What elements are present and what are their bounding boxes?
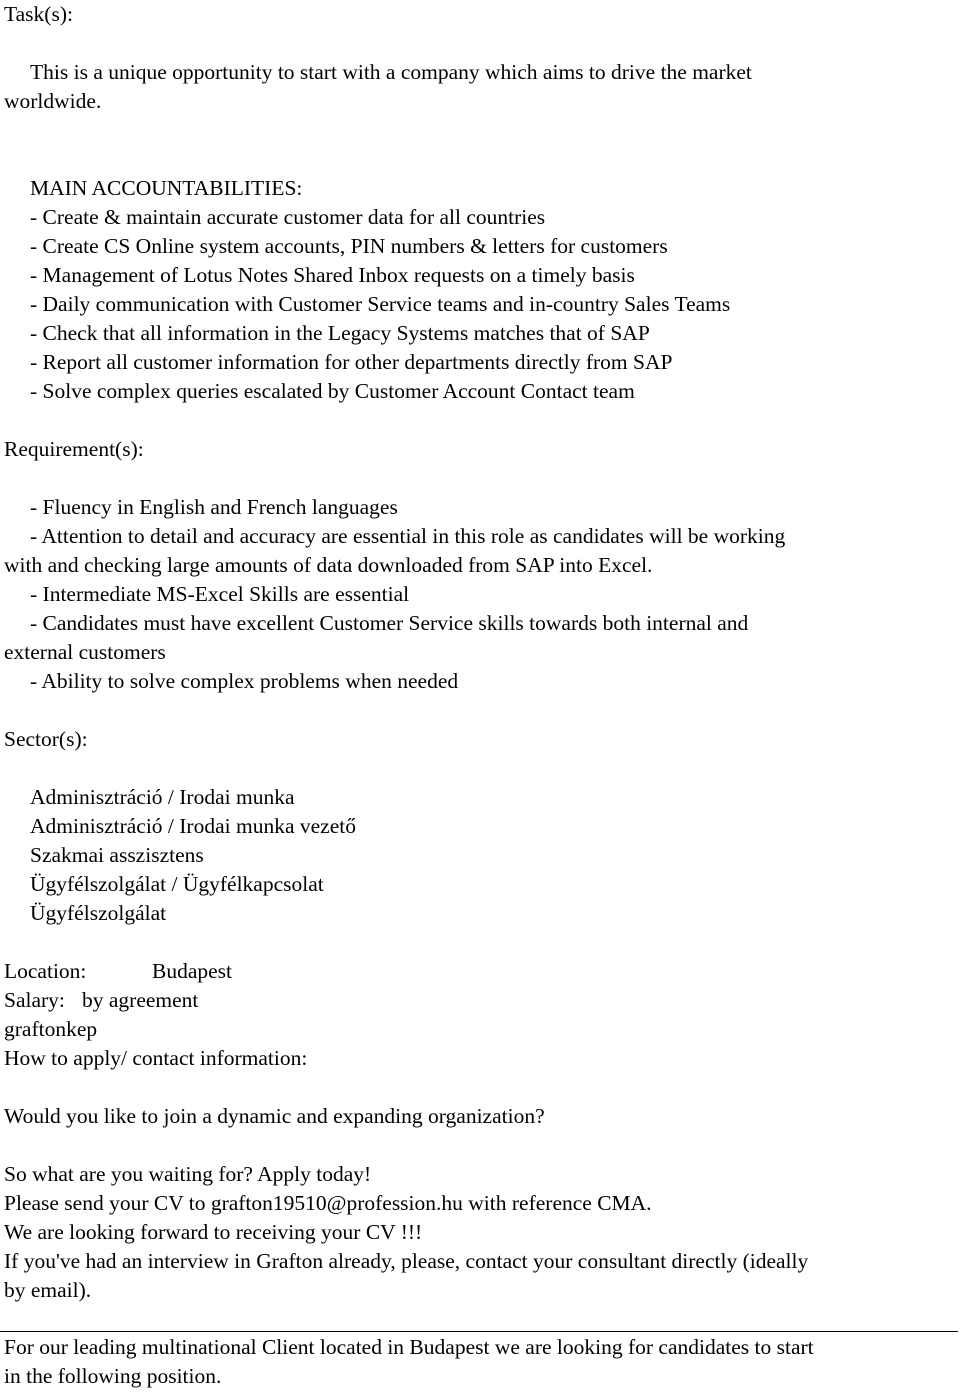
accountability-item: - Solve complex queries escalated by Customer Account Contact team: [30, 379, 635, 403]
spacer: [4, 1073, 954, 1102]
location-row: [4, 957, 954, 986]
footer-line: For our leading multinational Client located in Budapest we are looking for candidates to start: [4, 1335, 814, 1359]
requirement-line: - Fluency in English and French languages: [30, 495, 398, 519]
sector-item: Ügyfélszolgálat: [30, 901, 167, 925]
spacer: [4, 1131, 954, 1160]
requirements-heading: Requirement(s):: [4, 437, 144, 461]
sector-item: Ügyfélszolgálat / Ügyfélkapcsolat: [30, 872, 324, 896]
spacer: [4, 754, 954, 783]
task-heading: Task(s):: [4, 2, 73, 26]
spacer: [4, 406, 954, 435]
divider: [0, 1331, 958, 1332]
apply-interview-line: If you've had an interview in Grafton already, please, contact your consultant directly (ideally: [4, 1249, 809, 1273]
requirement-line: - Attention to detail and accuracy are essential in this role as candidates will be working: [30, 524, 786, 548]
requirement-line: - Ability to solve complex problems when needed: [30, 669, 459, 693]
spacer: [4, 116, 954, 145]
accountability-item: - Daily communication with Customer Service teams and in-country Sales Teams: [30, 292, 731, 316]
company-name: graftonkep: [4, 1017, 98, 1041]
spacer: [4, 928, 954, 957]
salary-row: [4, 986, 954, 1015]
apply-forward: We are looking forward to receiving your CV !!!: [4, 1220, 423, 1244]
salary-label: Salary:: [4, 988, 65, 1012]
apply-question: Would you like to join a dynamic and expanding organization?: [4, 1104, 545, 1128]
sectors-heading: Sector(s):: [4, 727, 88, 751]
accountabilities-heading: MAIN ACCOUNTABILITIES:: [30, 176, 303, 200]
accountability-item: - Create CS Online system accounts, PIN numbers & letters for customers: [30, 234, 668, 258]
accountability-item: - Check that all information in the Legacy Systems matches that of SAP: [30, 321, 650, 345]
salary-value: by agreement: [82, 988, 199, 1012]
task-intro-line: worldwide.: [4, 89, 102, 113]
sector-item: Adminisztráció / Irodai munka vezető: [30, 814, 356, 838]
location-label: Location:: [4, 959, 87, 983]
accountability-item: - Create & maintain accurate customer data for all countries: [30, 205, 546, 229]
sector-item: Adminisztráció / Irodai munka: [30, 785, 295, 809]
job-posting-page: [4, 0, 954, 1305]
accountability-item: - Report all customer information for other departments directly from SAP: [30, 350, 673, 374]
spacer: [4, 464, 954, 493]
spacer: [4, 696, 954, 725]
task-intro-line: This is a unique opportunity to start with a company which aims to drive the market: [30, 60, 752, 84]
requirement-line: external customers: [4, 640, 166, 664]
requirement-line: with and checking large amounts of data downloaded from SAP into Excel.: [4, 553, 653, 577]
location-value: Budapest: [152, 959, 233, 983]
accountability-item: - Management of Lotus Notes Shared Inbox requests on a timely basis: [30, 263, 635, 287]
footer-line: in the following position.: [4, 1364, 222, 1388]
requirement-line: - Intermediate MS-Excel Skills are essential: [30, 582, 410, 606]
apply-send-cv: Please send your CV to grafton19510@profession.hu with reference CMA.: [4, 1191, 652, 1215]
footer: [4, 1333, 954, 1391]
sector-item: Szakmai asszisztens: [30, 843, 204, 867]
spacer: [4, 145, 954, 174]
requirement-line: - Candidates must have excellent Customer Service skills towards both internal and: [30, 611, 749, 635]
apply-call: So what are you waiting for? Apply today!: [4, 1162, 372, 1186]
apply-interview-line: by email).: [4, 1278, 92, 1302]
apply-heading: How to apply/ contact information:: [4, 1046, 308, 1070]
spacer: [4, 29, 954, 58]
